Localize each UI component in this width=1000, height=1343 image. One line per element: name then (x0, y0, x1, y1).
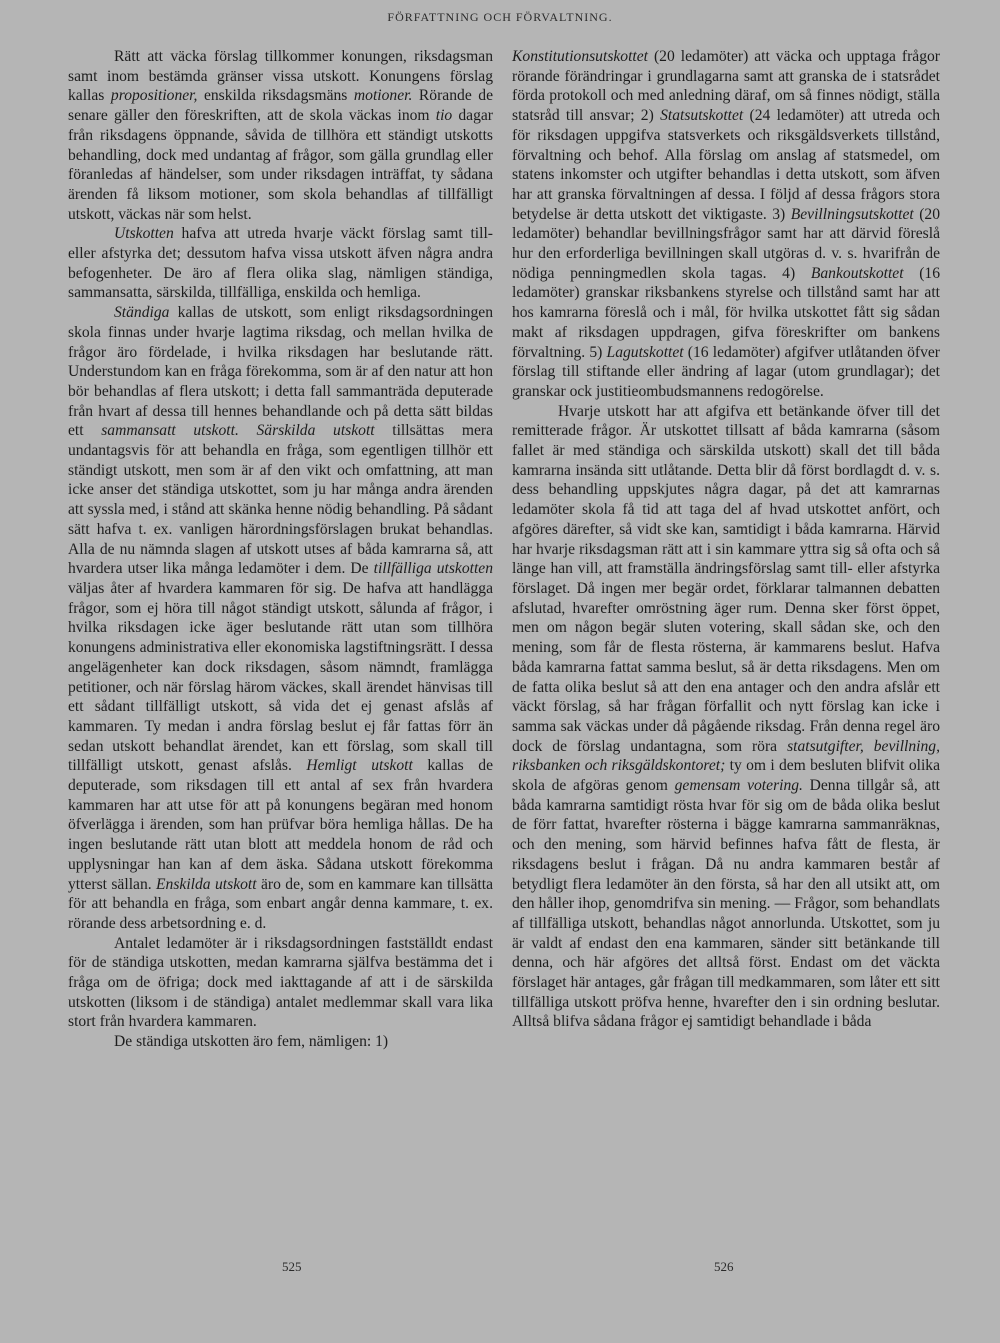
italic-term: Konstitutionsutskottet (512, 48, 649, 65)
text-run: Antalet ledamöter är i riksdagsordningen fastställdt endast för de ständiga utskotten, medan kamrarna själfva bestämma det i fråga om de öfriga; dock med iakttagande af att i de särskilda utskotten (liksom i de ständiga) antalet medlemmar skall vara lika stort från hvardera kammaren. (68, 934, 493, 1031)
left-column (68, 47, 493, 1052)
right-column-paragraph (512, 402, 940, 1033)
left-column-paragraph (68, 47, 493, 224)
text-run: (24 ledamöter) att utreda och för riksdagen uppgifva statsverkets och riksgäldsverkets tillstånd, förvaltning och behof. Alla förslag om anslag af statsmedel, om statens inkomster och utgifter behandlas i detta utskott, som äfven har att granska förvaltningen af dessa. I följd af dessa frågors stora betydelse är detta utskott det viktigaste. 3) (512, 107, 940, 223)
italic-term: Lagutskottet (606, 343, 684, 361)
text-run: ty om i dem besluten blifvit olika skola de afgöras genom (512, 757, 940, 795)
text-run: (16 ledamöter) granskar riksbankens styrelse och tillstånd samt har att hos kamrarna föreslå och i mål, för hvilka utskottet fått sig sådan makt af riksdagen uppdragen, gifva föreskrifter om bankens förvaltning. 5) (512, 264, 941, 361)
left-column-paragraph (68, 934, 493, 1033)
italic-term: Hemligt utskott (306, 757, 413, 775)
text-run: dagar från riksdagens öppnande, såvida de tillhöra ett ständigt utskotts behandling, dock med undantag af frågor, som gälla grundlag eller föranledas af händelser, som under riksdagen inträffat, ty sådana ärenden få liksom motioner, som skola behandlas af tillfälligt utskott, väckas när som helst. (68, 107, 494, 223)
italic-term: motioner. (353, 87, 413, 105)
italic-term: propositioner, (110, 87, 198, 105)
italic-term: Bankoutskottet (810, 264, 904, 282)
text-run: (20 ledamöter) behandlar bevillningsfrågor samt har att därvid föreslå hur den erforderliga bevillningen skall utgöras d. v. s. hvarifrån de nödiga penningmedlen skola tagas. 4) (512, 205, 941, 282)
italic-term: tillfälliga utskotten (373, 560, 494, 578)
page-number-right: 526 (714, 1259, 734, 1274)
text-run: Rörande de senare gäller den föreskriften, att de skola väckas inom (68, 87, 493, 125)
left-column-paragraph (68, 1032, 493, 1052)
right-column (512, 47, 940, 1032)
text-run: Hvarje utskott har att afgifva ett betänkande öfver till det remitterade frågor. Är utskottet tillsatt af båda kamrarna (såsom fallet är med ständiga och särskilda utskott) skall det till båda kamrarna insända sitt utlåtande. Detta blir då först bordlagdt d. v. s. dess behandling uppskjutes några dagar, på det att kamrarnas ledamöter skola få tid att taga del af hvad utskottet anfört, och afgöres därefter, så vidt ske kan, samtidigt i båda kamrarna. Härvid har hvarje riksdagsman rätt att i sin kammare yttra sig så ofta och så länge han vill, att framställa ändringsförslag samt till- eller afstyrka förslaget. Då ingen mer begär ordet, förklarar talmannen debatten afslutad, hvarefter omröstning äger rum. Denna sker först öppet, men om någon begär sluten votering, skall sådan ske, och den mening, som får de flesta rösterna, är kammarens beslut. Hafva båda kamrarna fattat samma beslut, så är detta riksdagens. Men om de fatta olika beslut så att den ena antager och den andra afslår ett väckt förslag, så har frågan förfallit och nytt förslag kan icke i samma sak väckas under då pågående riksdag. Från denna regel äro dock de förslag undantagna, som röra (512, 402, 940, 755)
italic-term: Utskotten (114, 225, 174, 243)
text-run: hafva att utreda hvarje väckt förslag samt till- eller afstyrka det; dessutom hafva vissa utskott äfven några andra befogenheter. De äro af flera olika slag, nämligen ständiga, sammansatta, särskilda, tillfälliga, enskilda och hemliga. (68, 225, 493, 302)
text-run: Denna tillgår så, att båda kamrarna samtidigt rösta hvar för sig om de båda olika beslut de förr fattat, hvarefter rösterna i bägge kamrarna sammanräknas, och den mening, som härvid befinnes hafva fått de flesta, är riksdagens beslut i frågan. Då nu andra kammaren består af betydligt flera ledamöter än den första, så har den all utsikt att, om den håller ihop, genomdrifva sin mening. — Frågor, som behandlats af tillfälliga utskott, behandlas något annorlunda. Utskottet, som ju är valdt af endast den ena kammaren, sänder sitt betänkande till denna, och här afgöres det alltså först. Endast om det väckta förslaget här antages, går frågan till medkammaren, som låter ett sitt tillfälliga utskott pröfva henne, hvarefter den i sin ordning beslutar. Alltså blifva sådana frågor ej samtidigt behandlade i båda (512, 777, 941, 1031)
italic-term: tio (435, 107, 453, 125)
italic-term: Ständiga (114, 304, 170, 322)
text-run: kallas de deputerade, som riksdagen till ett antal af sex från hvardera kammaren har att utse för att på konungens begäran med honom öfverlägga i ärenden, som han prüfvar böra hemliga hållas. De ha ingen beslutande rätt utan blott att meddela honom de råd och upplysningar han kan af dem äska. Sådana utskott förekomma ytterst sällan. (68, 757, 494, 893)
italic-term: Enskilda utskott (156, 875, 257, 893)
text-run: De ständiga utskotten äro fem, nämligen: 1) (114, 1033, 389, 1051)
page-number-left: 525 (282, 1259, 302, 1274)
italic-term: Statsutskottet (660, 107, 744, 125)
running-header: FÖRFATTNING OCH FÖRVALTNING. (387, 10, 613, 24)
italic-term: sammansatt utskott. (101, 422, 239, 440)
text-run: tillsättas mera undantagsvis för att behandla en fråga, som egentligen tillhör ett ständigt utskott, men som är af den vikt och omfattning, att man icke anser det ständiga utskottet, som ju har många andra ärenden att syssla med, i stånd att skänka henne nödig behandling. På sådant sätt hafva t. ex. vanligen härordningsförslagen brukat behandlas. Alla de nu nämnda slagen af utskott utses af båda kamrarna så, att hvardera utser lika många ledamöter i dem. De (68, 422, 494, 578)
text-run: äro de, som en kammare kan tillsätta för att behandla en fråga, som enbart angår denna kammare, t. ex. rörande dess arbetsordning e. d. (68, 875, 493, 932)
text-run: enskilda riksdagsmäns (197, 87, 354, 105)
italic-term: Särskilda utskott (256, 422, 375, 440)
left-column-paragraph (68, 303, 493, 934)
text-run: väljas åter af hvardera kammaren för sig. De hafva att handlägga frågor, som ej höra till något ständigt utskott, sålunda af frågor, i hvilka riksdagen icke äger beslutande rätt utan som tillhöra konungens administrativa eller ekonomiska lagstiftningsrätt. I dessa angelägenheter kan dock riksdagen, såsom nämndt, framlägga petitioner, och när förslag härom väckes, skall ärendet hänvisas till ett sådant tillfälligt utskott, så vida det ej genast afslås af kammaren. Ty medan i andra förslag beslut ej får fattas förr än sedan utskott behandlat ärendet, kan ett förslag, som skall till tillfälligt utskott, genast afslås. (68, 579, 493, 775)
text-run: kallas de utskott, som enligt riksdagsordningen skola finnas under hvarje lagtima riksdag, och mellan hvilka de frågor äro fördelade, i hvilka riksdagen har beslutande rätt. Understundom kan en fråga förekomma, som är af den natur att hon bör behandlas af flera utskott; i detta fall sammanträda deputerade från hvart af dessa till hennes behandlande och på detta sätt bildas ett (68, 304, 493, 440)
text-run: Rätt att väcka förslag tillkommer konungen, riksdagsman samt inom bestämda gränser vissa utskott. Konungens förslag kallas (68, 48, 493, 105)
text-run: (16 ledamöter) afgifver utlåtanden öfver förslag till stiftande eller ändring af lagar (utom grundlagar); det granskar ock justitieombudsmannens redogörelse. (512, 343, 940, 400)
text-run (239, 422, 257, 439)
italic-term: statsutgifter, bevillning, riksbanken och riksgäldskontoret; (512, 737, 940, 775)
italic-term: gemensam votering. (674, 777, 803, 795)
right-column-paragraph (512, 47, 940, 402)
text-run: (20 ledamöter) att väcka och upptaga frågor rörande förändringar i grundlagarna samt att granska de i statsrådet förda protokoll och med anledning däraf, om så finnes nödigt, ställa statsråd till ansvar; 2) (512, 48, 940, 125)
italic-term: Bevillningsutskottet (790, 205, 914, 223)
left-column-paragraph (68, 224, 493, 303)
